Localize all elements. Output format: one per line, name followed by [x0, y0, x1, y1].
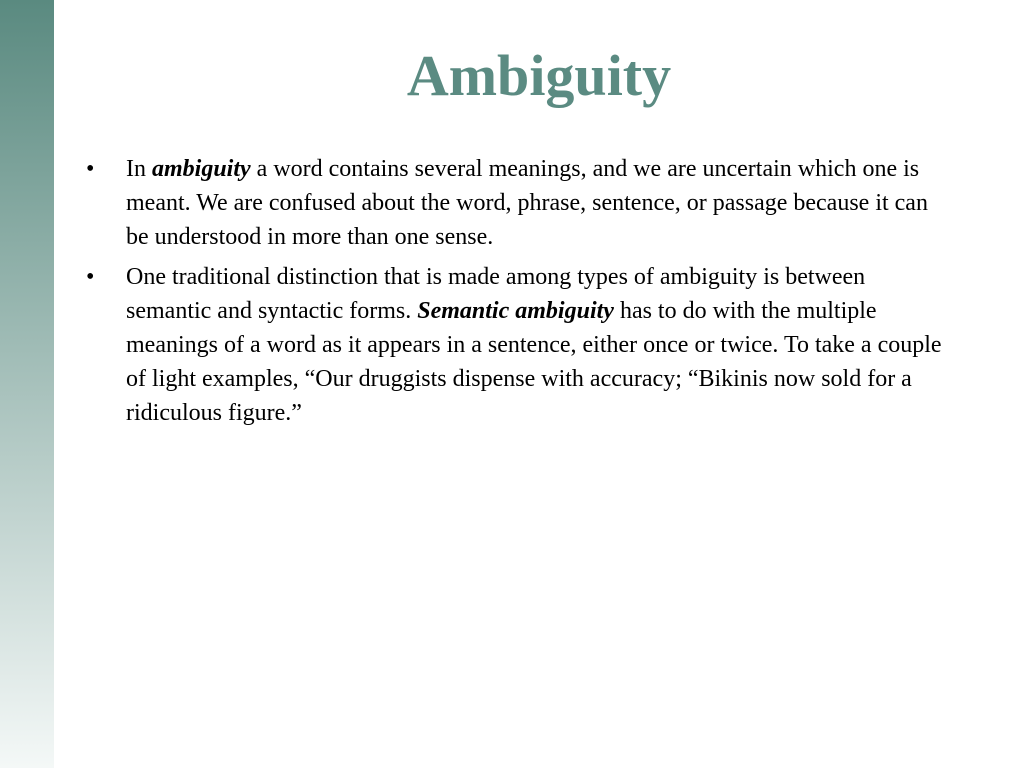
bullet-text-prefix: One traditional distinction that is made among types of ambiguity is between semantic and syntactic forms.	[126, 264, 866, 324]
bullet-item	[84, 260, 954, 430]
bullet-item	[84, 152, 954, 254]
bullet-term-semantic-ambiguity: Semantic ambiguity	[417, 298, 614, 324]
slide-title: Ambiguity	[406, 43, 672, 108]
decorative-side-band	[0, 0, 54, 768]
bullet-marker: •	[86, 156, 95, 182]
bullet-term-ambiguity: ambiguity	[152, 156, 251, 182]
bullet-list	[84, 152, 954, 436]
bullet-text-prefix: In	[126, 156, 152, 182]
bullet-text-suffix: has to do with the multiple meanings of a word as it appears in a sentence, either once or twice. To take a couple of light examples, “Our druggists dispense with accuracy; “Bikinis now sold for a ridiculous figure.”	[126, 298, 942, 426]
bullet-marker: •	[86, 264, 95, 290]
bullet-text-suffix: a word contains several meanings, and we are uncertain which one is meant. We are confused about the word, phrase, sentence, or passage because it can be understood in more than one sense.	[126, 156, 928, 250]
